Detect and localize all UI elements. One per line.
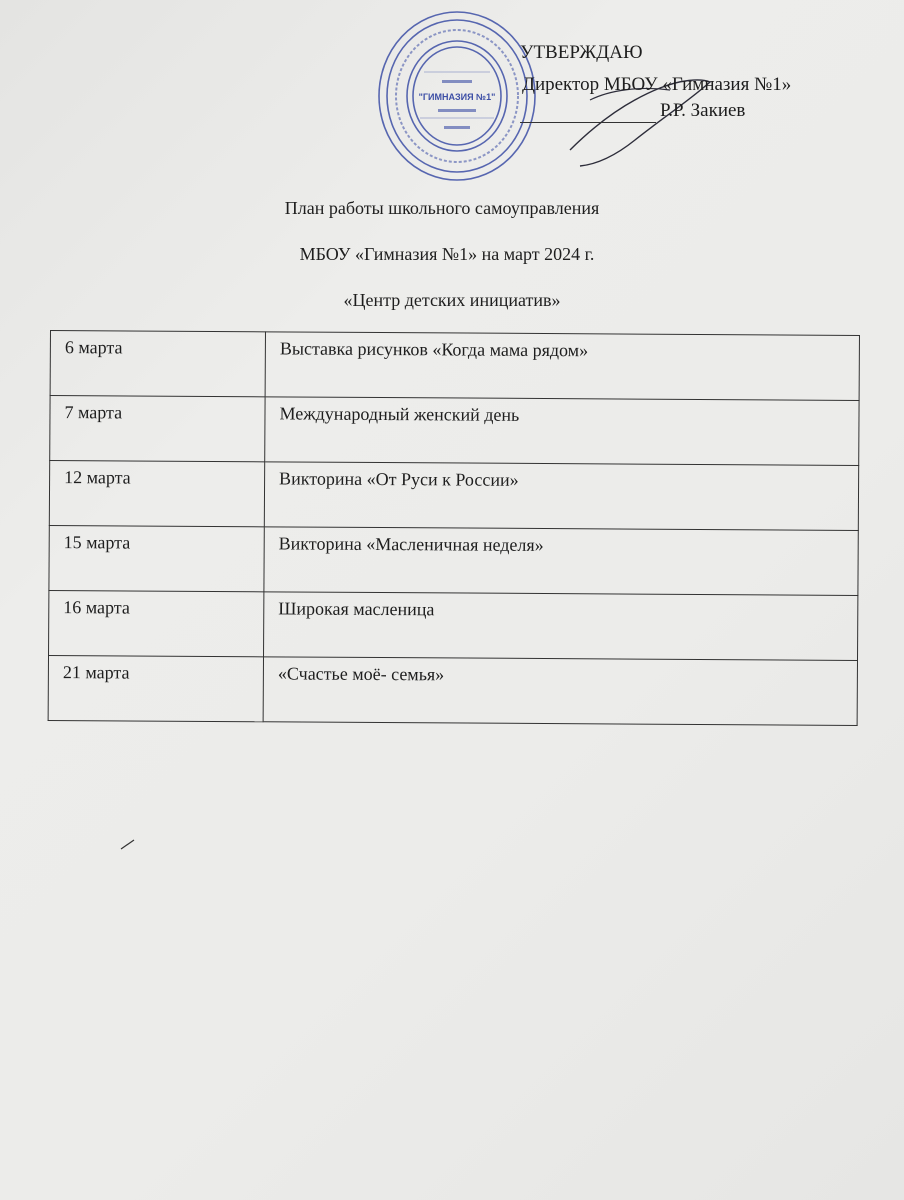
- approval-position: Директор МБОУ «Гимназия №1»: [522, 74, 792, 95]
- approval-signature-line: [520, 100, 745, 123]
- table-row: [48, 655, 857, 725]
- table-row: [49, 590, 858, 660]
- plan-table: [48, 330, 860, 726]
- row-event: Широкая масленица: [264, 592, 858, 661]
- row-event: «Счастье моё- семья»: [263, 657, 857, 726]
- row-event: Международный женский день: [265, 397, 859, 466]
- seal-center-text: "ГИМНАЗИЯ №1": [418, 92, 496, 102]
- document-title-line3: «Центр детских инициатив»: [343, 290, 561, 310]
- row-event: Викторина «Масленичная неделя»: [264, 527, 858, 596]
- row-date: 7 марта: [50, 396, 265, 462]
- table-row: [50, 396, 859, 466]
- row-date: 16 марта: [49, 590, 264, 656]
- row-date: 15 марта: [49, 525, 264, 591]
- official-seal: [372, 6, 542, 186]
- table-row: [49, 525, 858, 595]
- document-title-line1: План работы школьного самоуправления: [284, 198, 600, 218]
- table-row: [49, 461, 858, 531]
- row-date: 12 марта: [49, 461, 264, 527]
- approval-name: Р.Р. Закиев: [660, 100, 746, 121]
- approval-heading: УТВЕРЖДАЮ: [520, 42, 643, 63]
- row-date: 21 марта: [48, 655, 263, 721]
- signature-line: [520, 122, 656, 123]
- row-date: 6 марта: [50, 331, 265, 397]
- row-event: Выставка рисунков «Когда мама рядом»: [265, 332, 859, 401]
- row-event: Викторина «От Руси к России»: [264, 462, 858, 531]
- table-row: [50, 331, 859, 401]
- pen-mark: [120, 838, 136, 850]
- document-title-line2: МБОУ «Гимназия №1» на март 2024 г.: [299, 244, 595, 264]
